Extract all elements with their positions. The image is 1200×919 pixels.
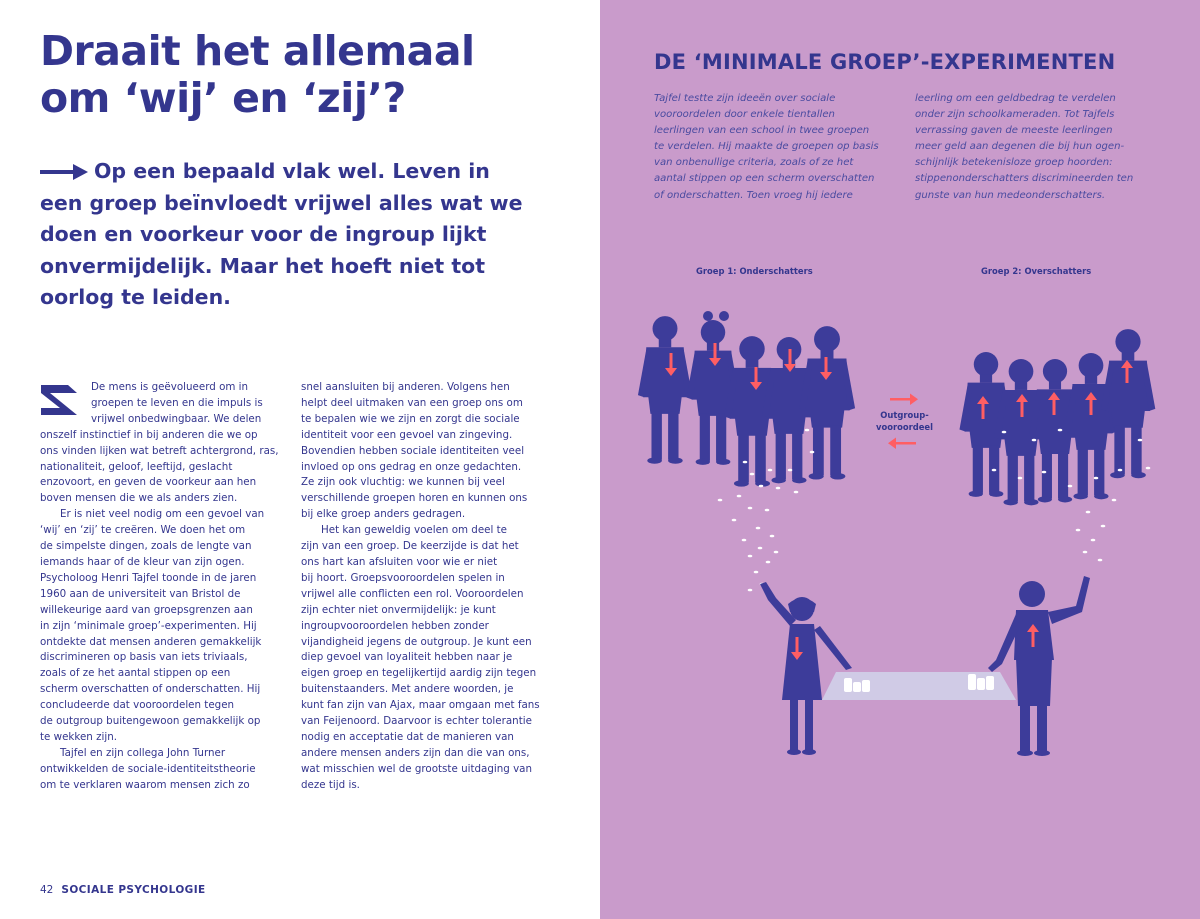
body-line: boven mensen die we als anders zien.: [40, 492, 238, 505]
body-line: scherm overschatten of onderschatten. Hij: [40, 683, 261, 696]
body-line: andere mensen anders zijn dan die van ons,: [301, 746, 530, 759]
title-line: om ‘wij’ en ‘zij’?: [40, 74, 406, 122]
body-line: wat misschien wel de grootste uitdaging van: [301, 762, 533, 775]
body-line: in zijn ‘minimale groep’-experimenten. Hij: [40, 619, 257, 632]
lead-line: onvermijdelijk. Maar het hoeft niet tot: [40, 253, 486, 278]
body-line: groepen te leven en die impuls is: [91, 396, 263, 409]
body-line: Het kan geweldig voelen om deel te: [321, 524, 508, 537]
sidebar-line: meer geld aan degenen die bij hun ogen-: [915, 141, 1125, 153]
sidebar-line: stippenonderschatters discrimineerden ten: [915, 173, 1134, 185]
body-line: verschillende groepen horen en kunnen ons: [301, 492, 528, 505]
sidebar-line: of onderschatten. Toen vroeg hij iedere: [654, 189, 853, 201]
lead-line-text: Op een bepaald vlak wel. Leven in: [94, 159, 490, 183]
group-1-figures: [638, 311, 855, 487]
group-2-label: Groep 2: Overschatters: [981, 266, 1092, 276]
lead-line: een groep beïnvloedt vrijwel alles wat we: [40, 190, 523, 215]
sidebar-line: gunste van hun medeonderschatters.: [915, 189, 1106, 201]
body-line: ontdekte dat mensen anderen gemakkelijk: [40, 635, 262, 648]
body-line: De mens is geëvolueerd om in: [91, 381, 249, 393]
sidebar-line: te verdelen. Hij maakte de groepen op basis: [654, 141, 879, 153]
sidebar-column-2: [915, 91, 1133, 204]
sidebar-line: leerling om een geldbedrag te verdelen: [915, 93, 1116, 104]
body-line: ‘wij’ en ‘zij’ te creëren. We doen het om: [40, 524, 246, 537]
body-line: deze tijd is.: [301, 778, 360, 791]
body-line: zoals of ze het aantal stippen op een: [40, 667, 231, 680]
body-line: bij hoort. Groepsvooroordelen spelen in: [301, 571, 505, 584]
section-name: SOCIALE PSYCHOLOGIE: [61, 884, 206, 896]
sidebar-column-1: [654, 91, 879, 204]
outgroup-arrows: [888, 394, 918, 450]
body-column-2: [301, 380, 553, 794]
body-line: zijn echter niet onvermijdelijk: je kunt: [301, 603, 496, 616]
body-line: ons hart kan afsluiten voor wie er niet: [301, 555, 498, 568]
body-line: te bepalen wie we zijn en zorgt die sociale: [301, 412, 520, 425]
title-line: Draait het allemaal: [40, 27, 475, 75]
girl-figure: [760, 582, 852, 755]
page-number: 42: [40, 884, 54, 896]
body-line: ingroupvooroordelen hebben zonder: [301, 619, 489, 632]
lead-paragraph: [40, 156, 590, 314]
boy-figure: [988, 576, 1090, 756]
sidebar-line: van onbenullige criteria, zoals of ze het: [654, 157, 854, 169]
minimal-group-illustration: [600, 250, 1200, 810]
body-line: eigen groep en tegelijkertijd aardig zijn tegen: [301, 667, 537, 680]
body-line: identiteit voor een gevoel van zingeving.: [301, 428, 513, 441]
sidebar-line: verrassing gaven de meeste leerlingen: [915, 125, 1113, 137]
body-line: helpt deel uitmaken van een groep ons om: [301, 396, 523, 409]
body-line: Tajfel en zijn collega John Turner: [60, 746, 226, 759]
body-line: buitenstaanders. Met andere woorden, je: [301, 683, 514, 696]
body-line: 1960 aan de universiteit van Bristol de: [40, 587, 241, 600]
body-line: Bovendien hebben sociale identiteiten veel: [301, 444, 525, 457]
body-line: zijn van een groep. De keerzijde is dat het: [301, 540, 519, 553]
body-line: nodig en acceptatie dat de manieren van: [301, 730, 514, 743]
body-line: om te verklaren waarom mensen zich zo: [40, 778, 250, 791]
body-line: van Feijenoord. Daarvoor is echter tolerantie: [301, 715, 532, 728]
page-footer: [40, 884, 206, 896]
right-page: [600, 0, 1200, 919]
group-2-figures: [959, 329, 1155, 505]
outgroup-label-line: vooroordeel: [876, 422, 933, 432]
lead-line: [40, 156, 590, 188]
lead-line: oorlog te leiden.: [40, 285, 231, 309]
body-line: vijandigheid jegens de outgroup. Je kunt een: [301, 635, 532, 648]
body-line: nationaliteit, geloof, leeftijd, geslacht: [40, 460, 233, 473]
body-line: vrijwel alle conflicten een rol. Vooroordelen: [301, 587, 524, 600]
body-line: Psycholoog Henri Tajfel toonde in de jaren: [40, 571, 257, 584]
sidebar-line: vooroordelen door enkele tientallen: [654, 109, 835, 121]
outgroup-label-line: Outgroup-: [880, 410, 929, 420]
body-line: enzovoort, en geven de voorkeur aan hen: [40, 476, 257, 489]
body-line: iemands haar of de kleur van zijn ogen.: [40, 555, 245, 568]
body-line: kunt fan zijn van Ajax, maar omgaan met fans: [301, 699, 540, 712]
group-1-label: Groep 1: Onderschatters: [696, 266, 813, 276]
body-line: bij elke groep anders gedragen.: [301, 508, 466, 521]
body-line: concludeerde dat vooroordelen tegen: [40, 699, 235, 712]
body-line: discrimineren op basis van iets triviaals,: [40, 651, 248, 664]
lead-line: doen en voorkeur voor de ingroup lijkt: [40, 222, 487, 246]
sidebar-line: aantal stippen op een scherm overschatten: [654, 173, 875, 185]
sidebar-line: Tajfel testte zijn ideeën over sociale: [654, 93, 836, 104]
body-line: Er is niet veel nodig om een gevoel van: [60, 508, 265, 521]
sidebar-heading: DE ‘MINIMALE GROEP’-EXPERIMENTEN: [654, 50, 1116, 74]
body-line: Ze zijn ook vluchtig: we kunnen bij veel: [301, 476, 505, 489]
body-line: ons vinden lijken wat betreft achtergrond, ras,: [40, 444, 279, 457]
body-line: ontwikkelden de sociale-identiteitstheorie: [40, 762, 256, 775]
dropcap-s-icon: [38, 383, 80, 417]
arrow-right-icon: [40, 164, 88, 180]
body-line: de simpelste dingen, zoals de lengte van: [40, 540, 252, 553]
sidebar-line: schijnlijk betekenisloze groep hoorden:: [915, 157, 1113, 169]
body-column-1: [40, 380, 292, 794]
body-line: te wekken zijn.: [40, 730, 118, 743]
page-title: [40, 28, 580, 122]
body-line: invloed op ons gedrag en onze gedachten.: [301, 460, 522, 473]
sidebar-line: onder zijn schoolkameraden. Tot Tajfels: [915, 109, 1115, 121]
body-line: willekeurige aard van groepsgrenzen aan: [40, 603, 253, 616]
sidebar-line: leerlingen van een school in twee groepen: [654, 125, 870, 137]
body-line: snel aansluiten bij anderen. Volgens hen: [301, 381, 510, 393]
body-line: vrijwel onbedwingbaar. We delen: [91, 412, 262, 425]
body-line: de outgroup buitengewoon gemakkelijk op: [40, 715, 261, 728]
body-line: onszelf instinctief in bij anderen die we op: [40, 428, 258, 441]
body-line: diep gevoel van loyaliteit hebben naar je: [301, 651, 513, 664]
